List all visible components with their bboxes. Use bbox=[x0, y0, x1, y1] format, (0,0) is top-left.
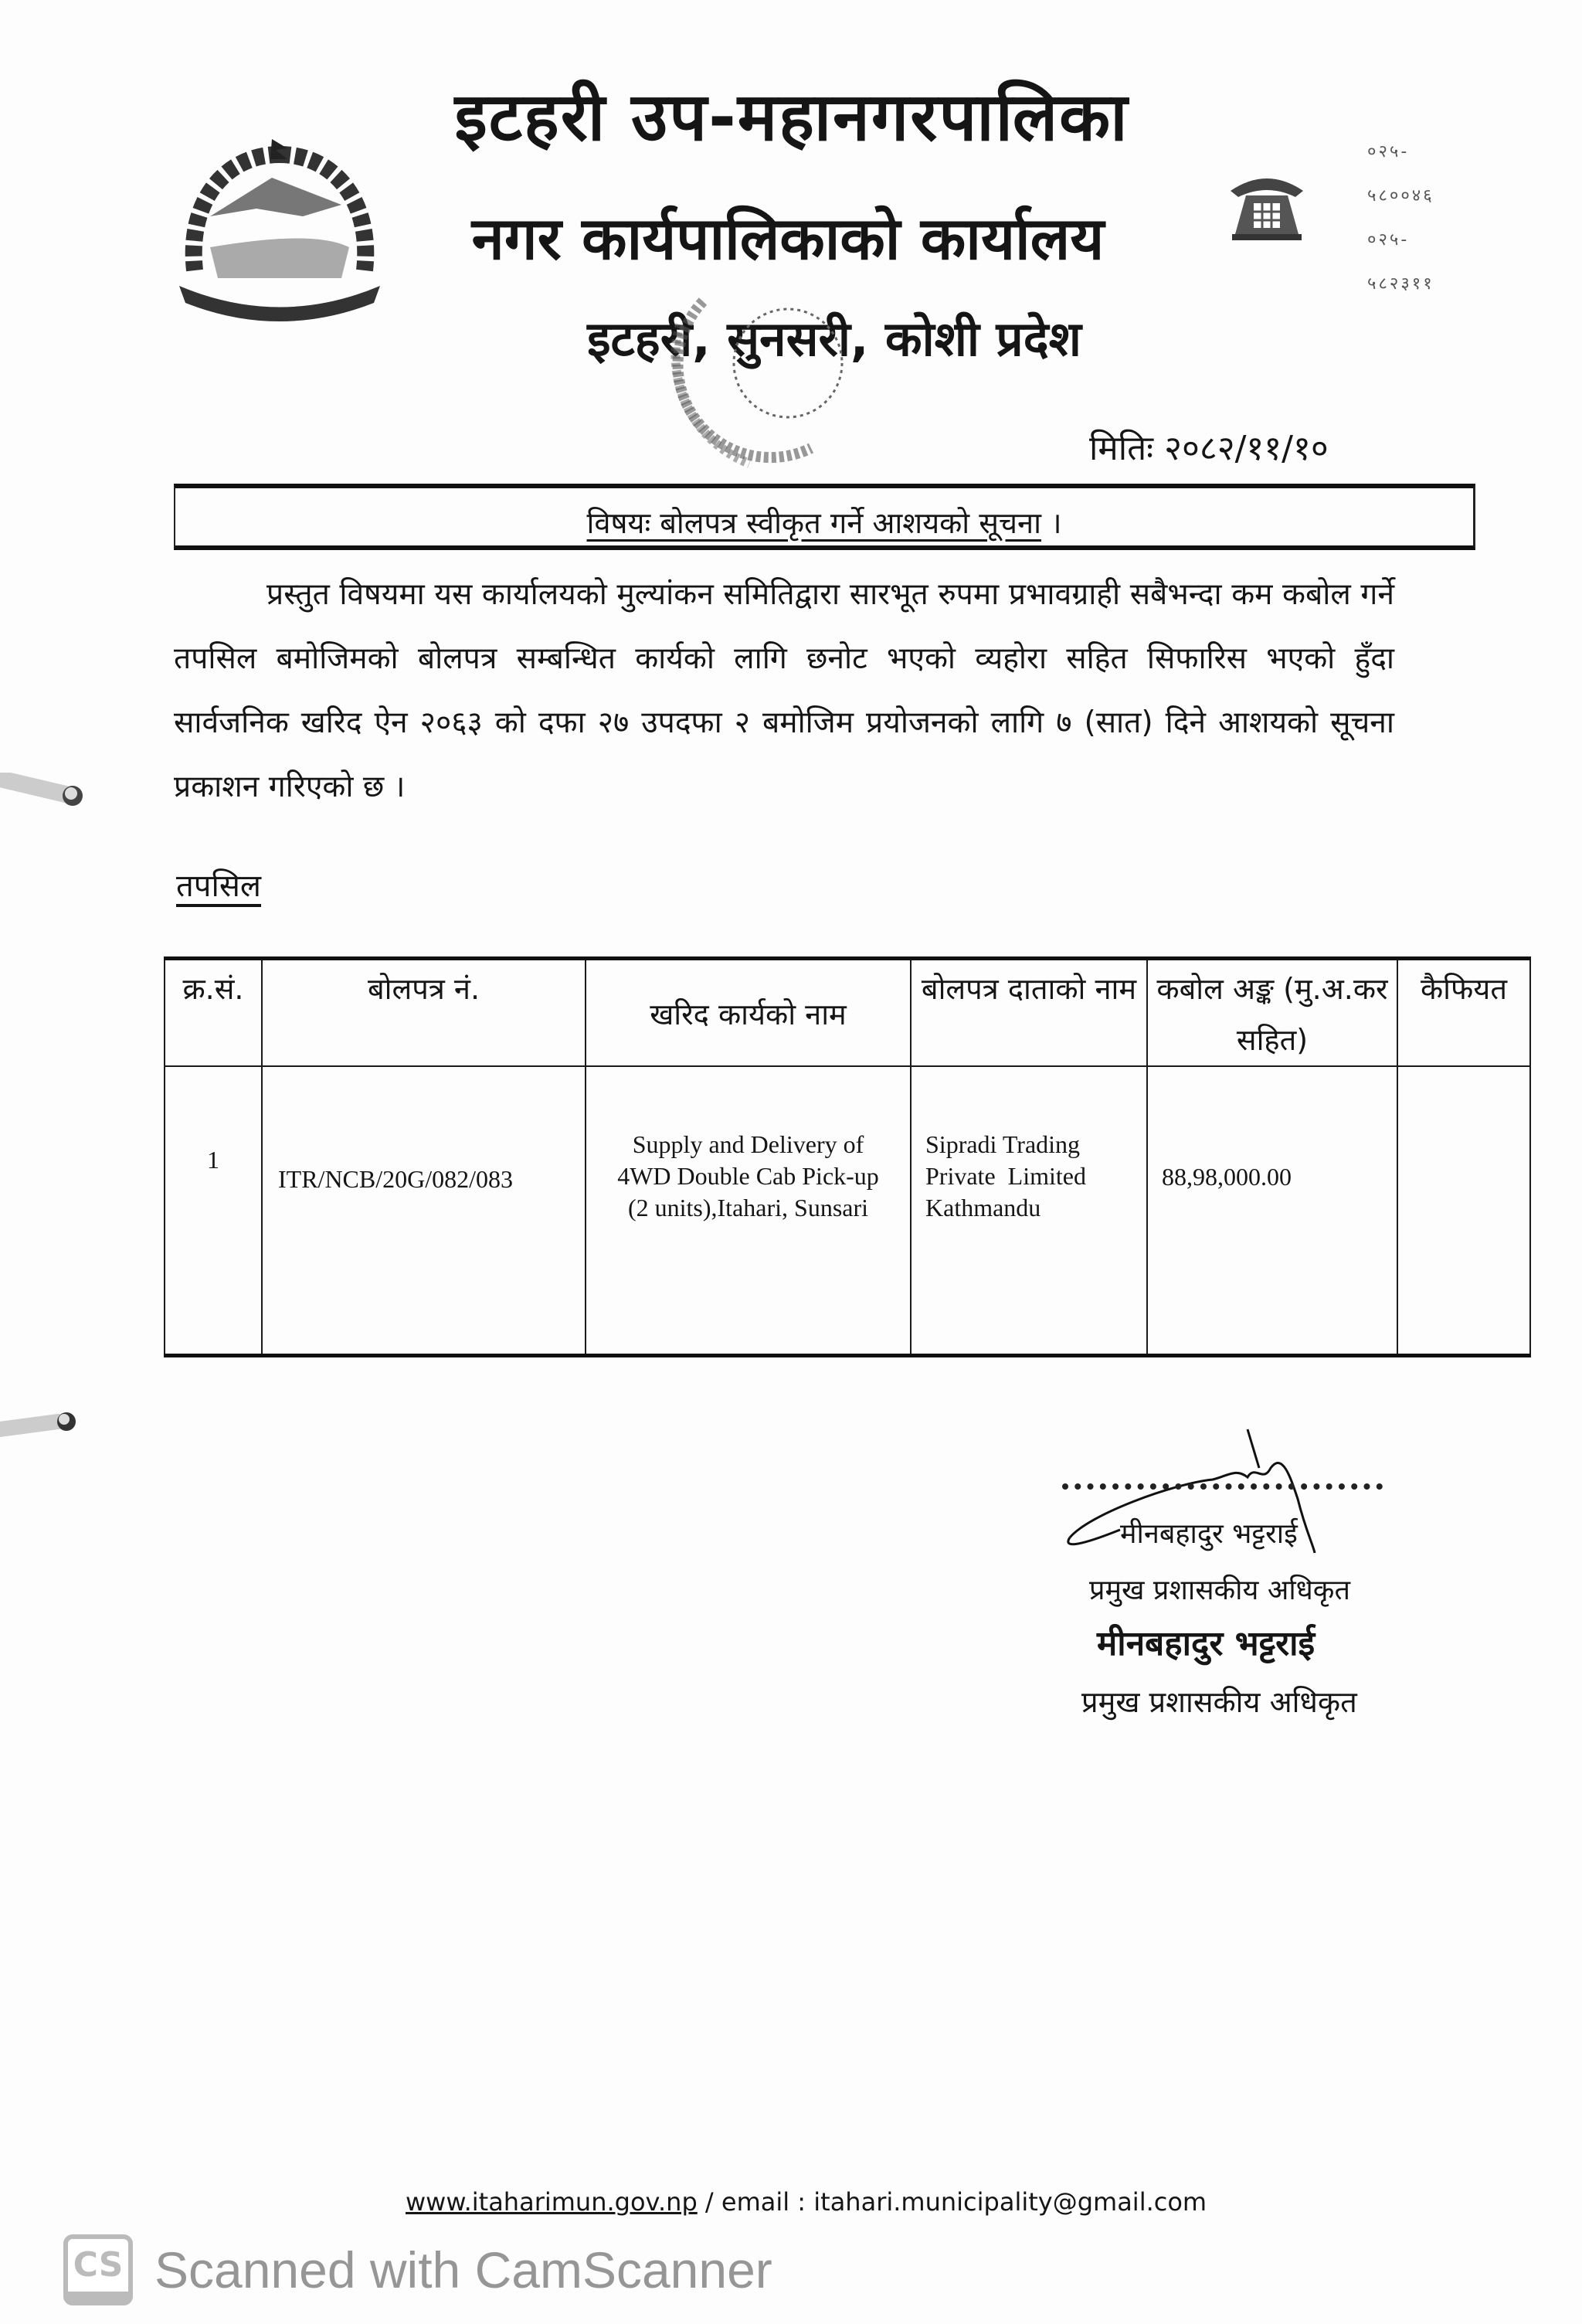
signature-line bbox=[1062, 1483, 1383, 1490]
municipality-title: इटहरी उप-महानगरपालिका bbox=[454, 79, 1129, 156]
header-bid-amount: कबोल अङ्क (मु.अ.कर सहित) bbox=[1147, 959, 1397, 1067]
subject-line bbox=[175, 502, 1473, 542]
header-bidder-name: बोलपत्र दाताको नाम bbox=[911, 959, 1147, 1067]
table-row bbox=[165, 1066, 1530, 1355]
date-value: २०८२/११/१० bbox=[1164, 429, 1329, 468]
header-serial: क्र.सं. bbox=[165, 959, 262, 1067]
signatory-title-stamp: प्रमुख प्रशासकीय अधिकृत bbox=[1081, 1685, 1357, 1719]
website-link[interactable]: www.itaharimun.gov.np bbox=[406, 2187, 698, 2217]
header-work-name: खरिद कार्यको नाम bbox=[586, 959, 911, 1067]
cell-bid-number: ITR/NCB/20G/082/083 bbox=[262, 1066, 586, 1355]
header-remarks: कैफियत bbox=[1397, 959, 1530, 1067]
notice-paragraph: प्रस्तुत विषयमा यस कार्यालयको मुल्यांकन समितिद्वारा सारभूत रुपमा प्रभावग्राही सबैभन्दा कम कबोल गर्ने तपसिल बमोजिमको बोलपत्र सम्बन्धित कार्यको लागि छनोट भएको व्यहोरा सहित सिफारिस भएको हुँदा सार्वजनिक खरिद ऐन २०६३ को दफा २७ उपदफा २ बमोजिम प्रयोजनको लागि ७ (सात) दिने आशयको सूचना प्रकाशन गरिएको छ । bbox=[174, 577, 1394, 804]
office-address: इटहरी, सुनसरी, कोशी प्रदेश bbox=[587, 311, 1081, 367]
cell-work-name bbox=[586, 1066, 911, 1355]
bid-table bbox=[164, 956, 1531, 1357]
phone-prefix-2: ०२५- bbox=[1367, 230, 1410, 250]
footer-separator: / email : bbox=[697, 2187, 814, 2217]
phone-numbers bbox=[1367, 130, 1434, 306]
camscanner-watermark: Scanned with CamScanner bbox=[154, 2241, 772, 2299]
cell-serial: 1 bbox=[165, 1066, 262, 1355]
bidder-line-3: Kathmandu bbox=[925, 1194, 1041, 1221]
camscanner-logo-icon: CS bbox=[63, 2234, 133, 2305]
footer-contact bbox=[406, 2186, 1207, 2217]
subject-text: विषयः बोलपत्र स्वीकृत गर्ने आशयको सूचना bbox=[586, 506, 1041, 540]
email-link[interactable]: itahari.municipality@gmail.com bbox=[813, 2187, 1207, 2217]
date bbox=[1089, 423, 1329, 470]
details-label: तपसिल bbox=[176, 868, 262, 904]
signatory-name-handwritten: मीनबहादुर भट्टराई bbox=[1120, 1518, 1298, 1550]
phone-number-1: ५८००४६ bbox=[1367, 186, 1434, 206]
header-bid-number: बोलपत्र नं. bbox=[262, 959, 586, 1067]
table-header-row bbox=[165, 959, 1530, 1067]
punch-hole-mark bbox=[0, 773, 85, 808]
bidder-line-1: Sipradi Trading bbox=[925, 1130, 1081, 1158]
office-seal-stamp bbox=[657, 270, 888, 471]
signatory-title: प्रमुख प्रशासकीय अधिकृत bbox=[1089, 1575, 1350, 1606]
bidder-line-2: Private Limited bbox=[925, 1162, 1086, 1190]
cell-amount: 88,98,000.00 bbox=[1147, 1066, 1397, 1355]
cell-bidder bbox=[911, 1066, 1147, 1355]
phone-prefix-1: ०२५- bbox=[1367, 142, 1410, 161]
work-line-2: 4WD Double Cab Pick-up bbox=[617, 1162, 879, 1190]
office-title: नगर कार्यपालिकाको कार्यालय bbox=[471, 204, 1105, 273]
subject-danda: । bbox=[1051, 506, 1062, 540]
work-line-1: Supply and Delivery of bbox=[632, 1130, 864, 1158]
subject-box bbox=[174, 484, 1475, 550]
signature-scribble bbox=[1058, 1422, 1329, 1576]
phone-number-2: ५८२३११ bbox=[1367, 274, 1434, 294]
nepal-emblem-icon bbox=[164, 131, 396, 340]
signatory-name-stamp: मीनबहादुर भट्टराई bbox=[1097, 1624, 1316, 1663]
telephone-icon bbox=[1224, 166, 1309, 243]
date-label: मितिः bbox=[1089, 429, 1154, 468]
cell-remarks bbox=[1397, 1066, 1530, 1355]
punch-hole-mark bbox=[0, 1406, 85, 1442]
work-line-3: (2 units),Itahari, Sunsari bbox=[627, 1194, 869, 1221]
